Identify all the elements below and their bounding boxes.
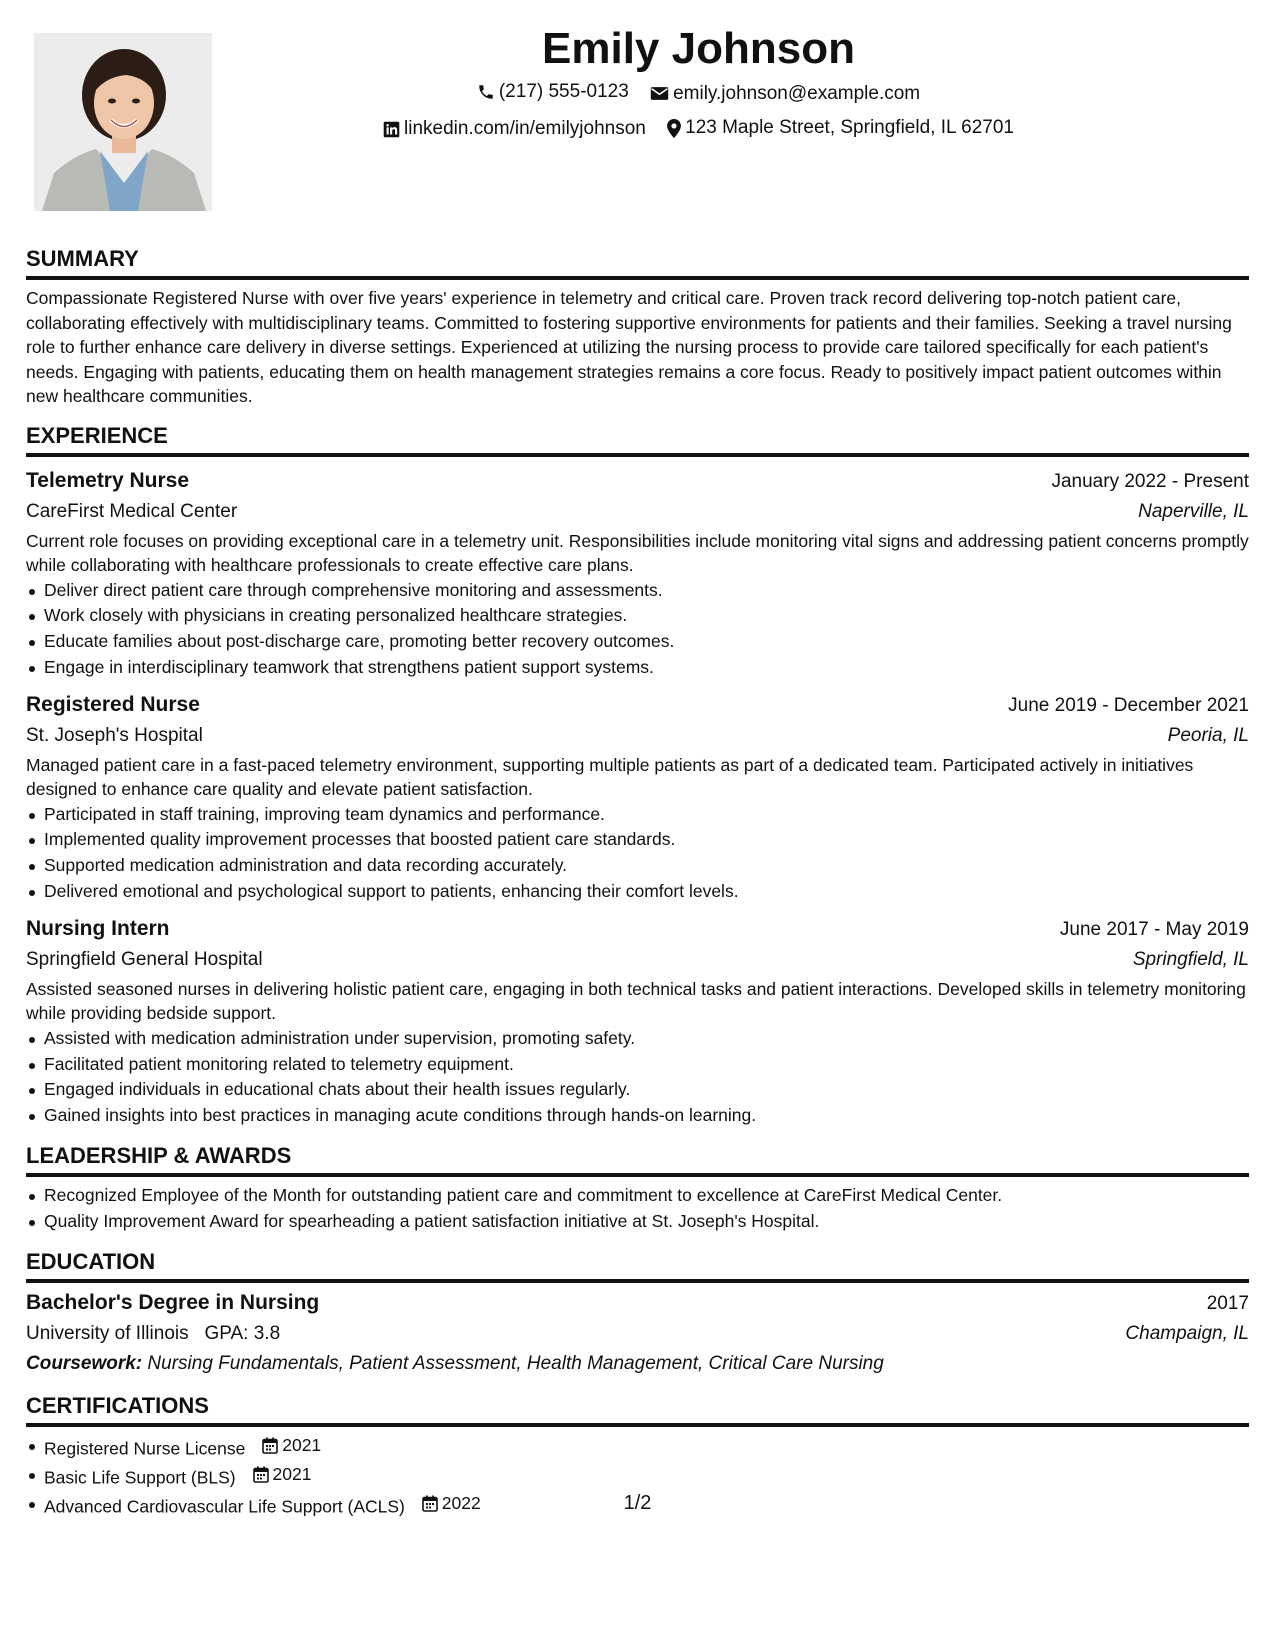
section-title-leadership: LEADERSHIP & AWARDS (26, 1141, 1249, 1177)
experience-section (26, 421, 1249, 1130)
job-organization: CareFirst Medical Center (26, 500, 238, 522)
summary-section (26, 244, 1249, 409)
envelope-icon (650, 86, 669, 101)
job-title-text: Registered Nurse (26, 692, 200, 716)
linkedin-contact[interactable] (383, 113, 646, 145)
job-bullets (26, 1026, 1249, 1129)
degree-text: Bachelor's Degree in Nursing (26, 1290, 320, 1314)
job-dates: January 2022 - Present (1051, 470, 1249, 492)
linkedin-icon (383, 121, 400, 138)
job-title-text: Telemetry Nurse (26, 468, 190, 492)
list-item (44, 1433, 1249, 1462)
resume-header (0, 22, 1275, 149)
calendar-icon (262, 1437, 278, 1454)
job-title-text: Nursing Intern (26, 916, 170, 940)
contact-line-2 (0, 112, 1275, 149)
gpa: GPA: 3.8 (204, 1322, 281, 1344)
cert-name: Registered Nurse License (44, 1438, 246, 1459)
address-contact (667, 112, 1014, 144)
address-text: 123 Maple Street, Springfield, IL 62701 (685, 117, 1014, 138)
section-title-experience: EXPERIENCE (26, 421, 1249, 457)
list-item: Work closely with physicians in creating personalized healthcare strategies. (44, 603, 1249, 629)
degree-title (26, 1287, 319, 1318)
phone-icon (477, 83, 495, 101)
job-location: Naperville, IL (1138, 500, 1249, 522)
coursework-text: Nursing Fundamentals, Patient Assessment, Health Management, Critical Care Nursing (147, 1352, 884, 1374)
list-item: Assisted with medication administration under supervision, promoting safety. (44, 1026, 1249, 1052)
list-item: Quality Improvement Award for spearheading a patient satisfaction initiative at St. Joseph's Hospital. (44, 1209, 1249, 1235)
summary-text: Compassionate Registered Nurse with over five years' experience in telemetry and critical care. Proven track record delivering top-notch patient care, collaborating effectively with multidisciplinary teams. Committed to fostering supportive environments for patients and their families. Seeking a travel nursing role to further enhance care delivery in diverse settings. Experienced at utilizing the nursing process to provide care tailored specifically for each patient's needs. Engaging with patients, educating them on health management strategies remains a core focus. Ready to positively impact patient outcomes within new healthcare communities. (26, 288, 1232, 406)
job-location: Peoria, IL (1167, 724, 1249, 746)
section-title-education: EDUCATION (26, 1247, 1249, 1283)
resume-content (26, 244, 1249, 1532)
job-title (26, 465, 189, 496)
page-number: 1/2 (623, 1492, 652, 1514)
section-title-certifications: CERTIFICATIONS (26, 1391, 1249, 1427)
cert-name: Advanced Cardiovascular Life Support (ACLS) (44, 1496, 405, 1517)
linkedin-text: linkedin.com/in/emilyjohnson (404, 118, 646, 139)
job-organization: Springfield General Hospital (26, 948, 263, 970)
cert-year-text: 2021 (282, 1434, 322, 1455)
list-item: Educate families about post-discharge care, promoting better recovery outcomes. (44, 629, 1249, 655)
list-item: Implemented quality improvement processes that boosted patient care standards. (44, 827, 1249, 853)
phone-contact[interactable] (477, 76, 629, 108)
list-item: Deliver direct patient care through comprehensive monitoring and assessments. (44, 578, 1249, 604)
job-location: Springfield, IL (1132, 948, 1249, 970)
education-entry (26, 1287, 1249, 1379)
cert-year-text: 2021 (272, 1463, 312, 1484)
coursework (26, 1349, 1249, 1379)
email-contact[interactable] (650, 78, 920, 110)
list-item: Participated in staff training, improving team dynamics and performance. (44, 802, 1249, 828)
job-title (26, 913, 170, 944)
list-item: Recognized Employee of the Month for outstanding patient care and commitment to excellence at CareFirst Medical Center. (44, 1183, 1249, 1209)
job-description: Assisted seasoned nurses in delivering holistic patient care, engaging in both technical tasks and patient interactions. Developed skills in telemetry monitoring while providing bedside support. (26, 978, 1246, 1024)
job-dates: June 2017 - May 2019 (1059, 918, 1249, 940)
experience-entry (26, 689, 1249, 905)
phone-text: (217) 555-0123 (498, 81, 629, 102)
job-bullets (26, 802, 1249, 905)
job-dates: June 2019 - December 2021 (1008, 694, 1249, 716)
contact-line-1 (0, 76, 1275, 112)
job-description: Current role focuses on providing exceptional care in a telemetry unit. Responsibilities include monitoring vital signs and addressing patient concerns promptly while collaborating with healthcare professionals to create effective care plans. (26, 530, 1249, 575)
list-item: Delivered emotional and psychological support to patients, enhancing their comfort levels. (44, 879, 1249, 905)
cert-year (253, 1462, 312, 1488)
school-name: University of Illinois (26, 1322, 189, 1344)
calendar-icon (253, 1466, 269, 1483)
leadership-list (26, 1183, 1249, 1235)
cert-name: Basic Life Support (BLS) (44, 1467, 236, 1488)
experience-entry (26, 913, 1249, 1129)
job-description: Managed patient care in a fast-paced telemetry environment, supporting multiple patients as part of a dedicated team. Participated actively in initiatives designed to enhance care quality and elevate patient satisfaction. (26, 754, 1194, 800)
list-item: Supported medication administration and data recording accurately. (44, 853, 1249, 879)
section-title-summary: SUMMARY (26, 244, 1249, 280)
list-item: Engage in interdisciplinary teamwork that strengthens patient support systems. (44, 655, 1249, 681)
cert-year-text: 2022 (441, 1493, 481, 1514)
list-item: Engaged individuals in educational chats about their health issues regularly. (44, 1077, 1249, 1103)
email-text: emily.johnson@example.com (673, 82, 921, 104)
graduation-year: 2017 (1206, 1292, 1249, 1314)
list-item (44, 1462, 1249, 1491)
candidate-name: Emily Johnson (542, 24, 855, 73)
leadership-section (26, 1141, 1249, 1235)
experience-entry (26, 465, 1249, 681)
cert-year (262, 1433, 321, 1459)
school-info (26, 1319, 280, 1349)
list-item: Gained insights into best practices in managing acute conditions through hands-on learning. (44, 1103, 1249, 1129)
job-organization: St. Joseph's Hospital (26, 724, 203, 746)
job-bullets (26, 578, 1249, 681)
list-item: Facilitated patient monitoring related to telemetry equipment. (44, 1052, 1249, 1078)
map-pin-icon (667, 119, 681, 138)
school-location: Champaign, IL (1125, 1322, 1249, 1344)
coursework-label: Coursework: (26, 1352, 143, 1374)
job-title (26, 689, 200, 720)
education-section (26, 1247, 1249, 1379)
